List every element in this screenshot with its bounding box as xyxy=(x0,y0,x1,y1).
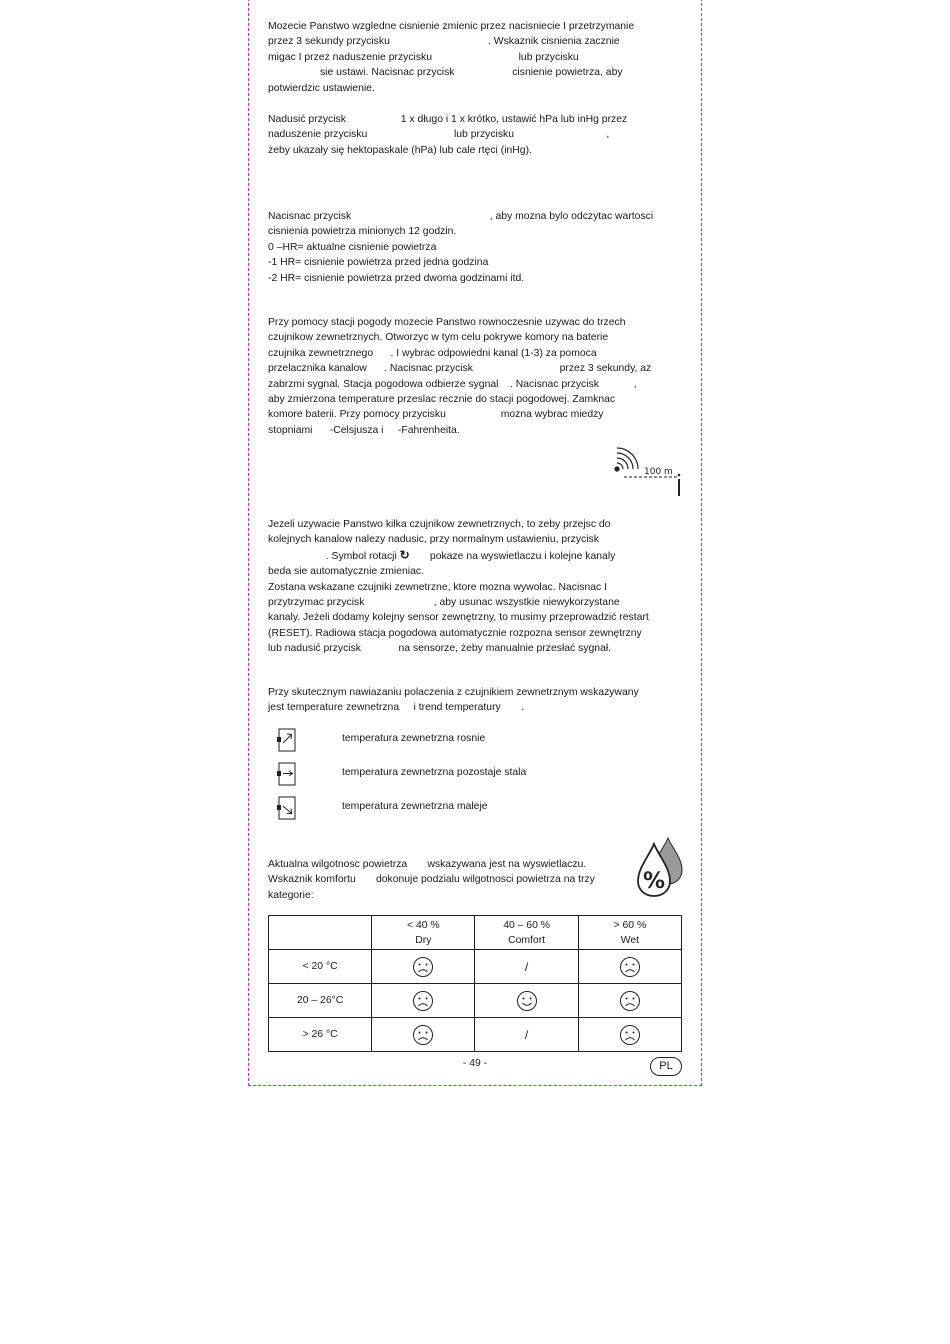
humidity-range: < 40 % xyxy=(407,919,440,931)
text-line: czujnikow zewnetrznych. Otworzyc w tym celu pokrywe komory na baterie xyxy=(268,332,609,344)
text-line: żeby ukazały się hektopaskale (hPa) lub cale rtęci (inHg). xyxy=(268,144,532,156)
sad-face-icon xyxy=(619,1024,641,1046)
not-applicable-mark: / xyxy=(524,1027,529,1042)
page-number: - 49 - xyxy=(462,1058,488,1069)
humidity-category: Dry xyxy=(415,934,432,946)
text-line: kolejnych kanalow nalezy nadusic, przy normalnym ustawieniu, przycisk xyxy=(268,534,599,546)
comfort-cell xyxy=(578,984,681,1018)
trend-label: temperatura zewnetrzna rosnie xyxy=(342,733,486,744)
trend-steady-icon xyxy=(276,762,298,786)
text-line: potwierdzic ustawienie. xyxy=(268,82,375,94)
text-line: aby zmierzona temperature przeslac recznie do stacji pogodowej. Zamknac xyxy=(268,394,616,406)
text-line: komore baterii. Przy pomocy przycisku mozna wybrac miedzy xyxy=(268,409,604,421)
text-line: -2 HR= cisnienie powietrza przed dwoma godzinami itd. xyxy=(268,272,525,284)
happy-face-icon xyxy=(516,990,538,1012)
channel-switch-paragraph xyxy=(268,517,682,657)
text-line: Zostana wskazane czujniki zewnetrzne, ktore mozna wywolac. Nacisnac I xyxy=(268,581,607,593)
distance-label: 100 m xyxy=(644,467,673,477)
trend-rising-icon xyxy=(276,728,298,752)
pressure-history-paragraph xyxy=(268,209,682,286)
humidity-category: Wet xyxy=(620,934,640,946)
text-line: cisnienia powietrza minionych 12 godzin. xyxy=(268,226,457,238)
percent-symbol: % xyxy=(642,869,666,894)
text-line: czujnika zewnetrznego . I wybrac odpowiedni kanal (1-3) za pomoca xyxy=(268,347,597,359)
text-line: beda sie automatycznie zmieniac. xyxy=(268,566,424,578)
temperature-range-cell: < 20 °C xyxy=(269,950,372,984)
pressure-unit-paragraph xyxy=(268,112,682,158)
table-header-cell xyxy=(475,916,578,950)
sensor-setup-paragraph xyxy=(268,315,682,438)
text-line: stopniami -Celsjusza i -Fahrenheita. xyxy=(268,424,460,436)
comfort-cell xyxy=(578,950,681,984)
text-line: Nacisnac przycisk , aby mozna bylo odczytac wartosci xyxy=(268,211,654,222)
text-line xyxy=(268,548,682,564)
rotation-icon: ↻ xyxy=(399,547,410,562)
text-line: 0 –HR= aktualne cisnienie powietrza xyxy=(268,241,437,253)
pressure-setting-paragraph xyxy=(268,19,682,96)
text-line: lub nadusić przycisk na sensorze, żeby manualnie przesłać sygnał. xyxy=(268,643,612,655)
sad-face-icon xyxy=(619,956,641,978)
not-applicable-mark: / xyxy=(524,959,529,974)
trend-label: temperatura zewnetrzna pozostaje stala xyxy=(342,767,527,778)
comfort-table xyxy=(268,915,682,1052)
humidity-range: 40 – 60 % xyxy=(503,919,550,931)
text-line: naduszenie przycisku lub przycisku , xyxy=(268,129,610,141)
text-line: Jezeli uzywacie Panstwo kilka czujnikow zewnetrznych, to zeby przejsc do xyxy=(268,519,611,530)
signal-range-icon xyxy=(612,446,684,498)
table-row xyxy=(269,950,682,984)
text-line: Mozecie Panstwo wzgledne cisnienie zmienic przez nacisniecie I przetrzymanie xyxy=(268,21,635,32)
text-line: Przy pomocy stacji pogody mozecie Panstwo rownoczesnie uzywac do trzech xyxy=(268,317,626,328)
text-line: Aktualna wilgotnosc powietrza wskazywana jest na wyswietlaczu. xyxy=(268,859,587,870)
text-line: sie ustawi. Nacisnac przycisk cisnienie powietrza, aby xyxy=(268,67,623,79)
text-line: (RESET). Radiowa stacja pogodowa automatycznie rozpozna sensor zewnętrzny xyxy=(268,627,642,639)
text-line: przelacznika kanalow . Nacisnac przycisk przez 3 sekundy, az xyxy=(268,363,652,375)
outdoor-temperature-paragraph xyxy=(268,685,682,716)
text-line: -1 HR= cisnienie powietrza przed jedna godzina xyxy=(268,257,489,269)
humidity-category: Comfort xyxy=(508,934,546,946)
table-corner-cell xyxy=(269,916,372,950)
sad-face-icon xyxy=(619,990,641,1012)
text-line: kategorie: xyxy=(268,889,314,901)
text-fragment: pokaze na wyswietlaczu i kolejne kanaly xyxy=(409,550,616,562)
text-line: jest temperature zewnetrzna i trend temperatury . xyxy=(268,702,524,714)
text-line: kanaly. Jeżeli dodamy kolejny sensor zewnętrzny, to musimy przeprowadzić restart xyxy=(268,612,649,624)
trend-falling-icon xyxy=(276,796,298,820)
table-header-cell xyxy=(578,916,681,950)
trend-falling-row xyxy=(268,796,688,824)
table-header-row xyxy=(269,916,682,950)
temperature-range-cell: 20 – 26°C xyxy=(269,984,372,1018)
text-line: Przy skutecznym nawiazaniu polaczenia z czujnikiem zewnetrznym wskazywany xyxy=(268,687,639,698)
comfort-cell xyxy=(372,984,475,1018)
sad-face-icon xyxy=(412,1024,434,1046)
text-line: Nadusić przycisk 1 x długo i 1 x krótko, ustawić hPa lub inHg przez xyxy=(268,114,628,125)
comfort-cell xyxy=(372,950,475,984)
temperature-range-cell: > 26 °C xyxy=(269,1018,372,1052)
comfort-cell xyxy=(475,950,578,984)
comfort-cell xyxy=(578,1018,681,1052)
table-row xyxy=(269,1018,682,1052)
sad-face-icon xyxy=(412,956,434,978)
table-header-cell xyxy=(372,916,475,950)
text-fragment: . Symbol rotacji xyxy=(268,550,400,562)
table-row xyxy=(269,984,682,1018)
comfort-cell xyxy=(475,984,578,1018)
text-line: Wskaznik komfortu dokonuje podzialu wilgotnosci powietrza na trzy xyxy=(268,874,595,886)
humidity-drop-icon xyxy=(634,836,686,900)
humidity-range: > 60 % xyxy=(613,919,647,931)
humidity-paragraph xyxy=(268,857,628,903)
trend-label: temperatura zewnetrzna maleje xyxy=(342,801,488,812)
trend-steady-row xyxy=(268,762,688,790)
text-line: migac I przez naduszenie przycisku lub przycisku xyxy=(268,51,579,63)
comfort-cell xyxy=(372,1018,475,1052)
text-line: przez 3 sekundy przycisku . Wskaznik cisnienia zacznie xyxy=(268,36,620,48)
sad-face-icon xyxy=(412,990,434,1012)
trend-rising-row xyxy=(268,728,688,756)
text-line: przytrzymac przycisk , aby usunac wszystkie niewykorzystane xyxy=(268,597,620,609)
language-badge: PL xyxy=(650,1057,682,1076)
text-line: zabrzmi sygnal. Stacja pogodowa odbierze sygnal . Nacisnac przycisk , xyxy=(268,378,637,390)
comfort-cell xyxy=(475,1018,578,1052)
